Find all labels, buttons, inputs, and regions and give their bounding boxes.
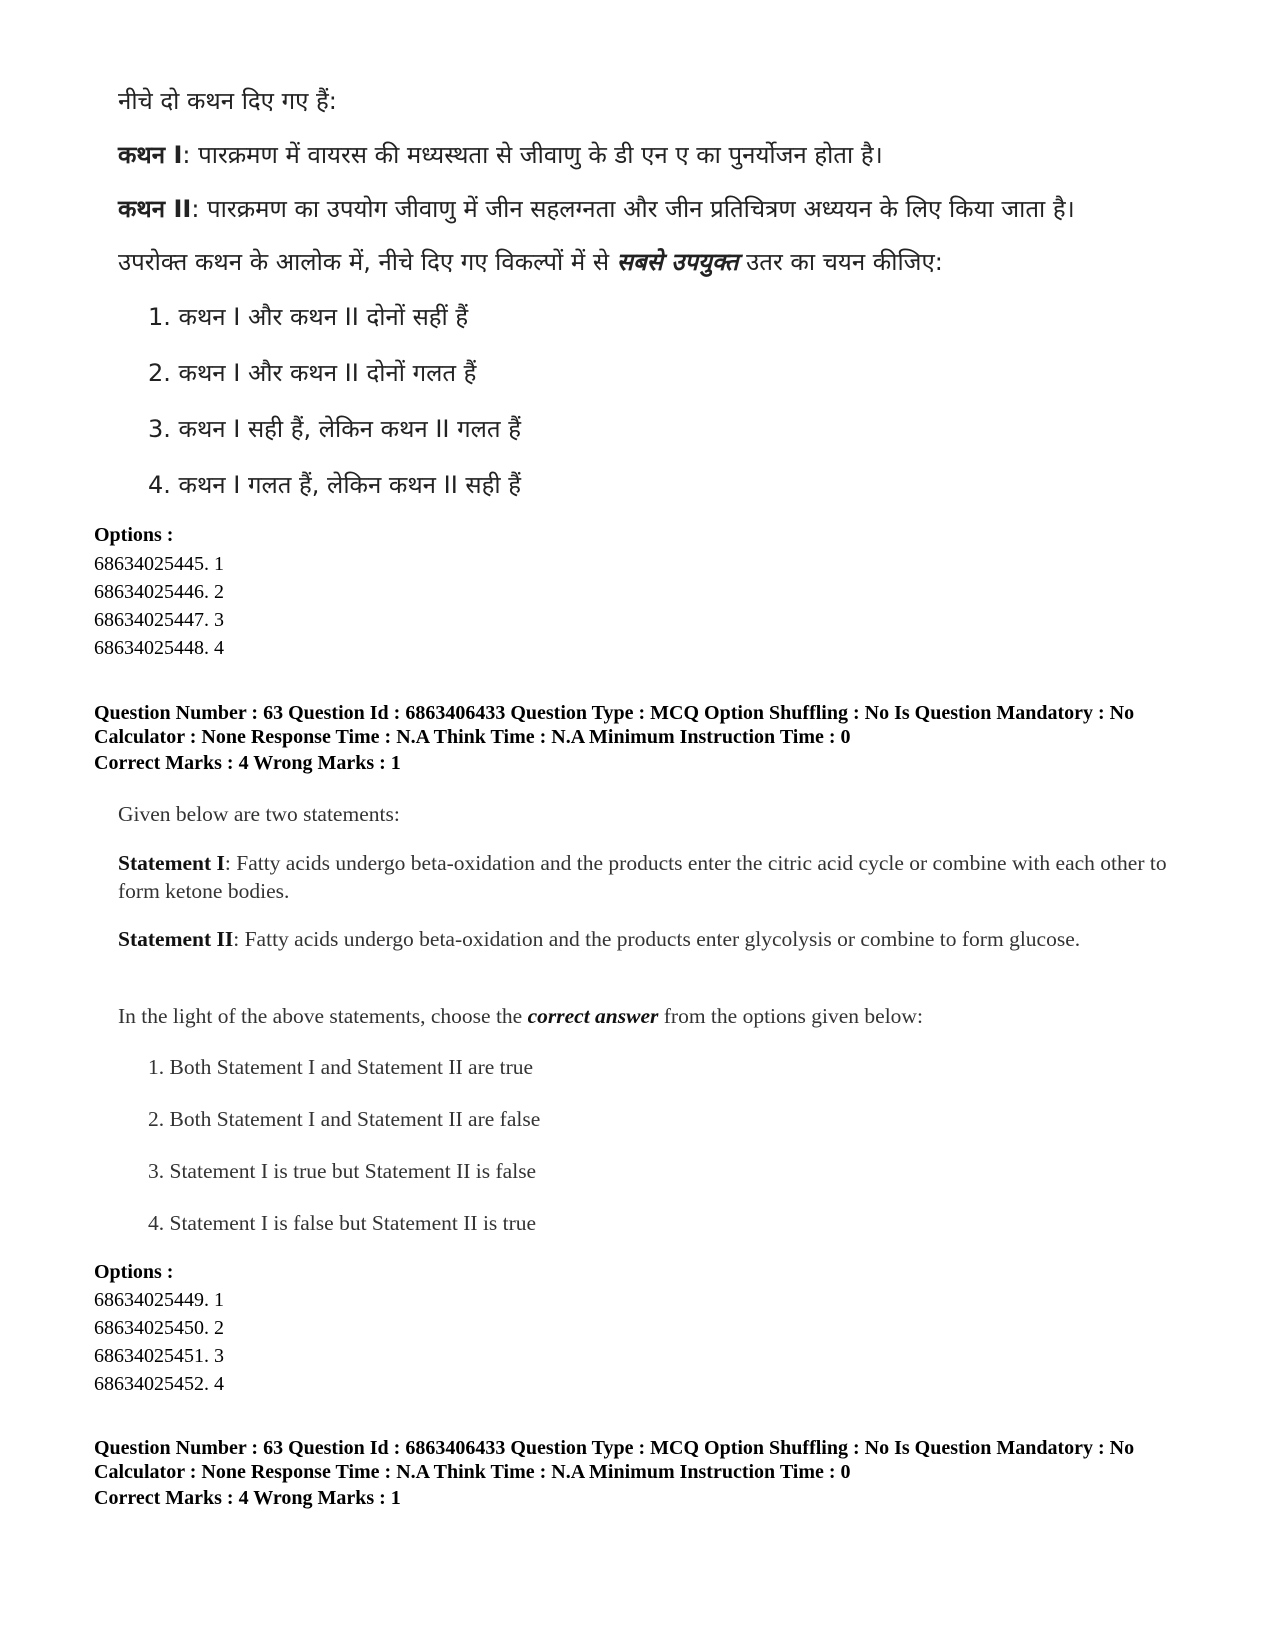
- hindi-statement-2-label: कथन II: [118, 195, 192, 223]
- english-statement-1: [118, 849, 1178, 905]
- hindi-choice-1: 1. कथन I और कथन II दोनों सहीं हैं: [148, 303, 469, 331]
- english-prompt-emphasis: correct answer: [527, 1004, 659, 1028]
- hindi-choice-2: 2. कथन I और कथन II दोनों गलत हैं: [148, 359, 477, 387]
- option-item: 68634025450. 2: [94, 1317, 224, 1339]
- english-prompt-before: In the light of the above statements, choose the: [118, 1004, 528, 1028]
- hindi-prompt: [118, 245, 943, 278]
- options-heading: Options :: [94, 524, 174, 546]
- english-statement-1-text: : Fatty acids undergo beta-oxidation and the products enter the citric acid cycle or combine with each other to form ketone bodies.: [118, 851, 1167, 903]
- english-choice-1: 1. Both Statement I and Statement II are true: [148, 1055, 534, 1079]
- option-item: 68634025451. 3: [94, 1345, 224, 1367]
- english-statement-2: [118, 925, 1178, 953]
- hindi-statement-1-label: कथन I: [118, 141, 183, 169]
- english-intro: Given below are two statements:: [118, 802, 400, 826]
- question-marks: Correct Marks : 4 Wrong Marks : 1: [94, 1487, 401, 1509]
- hindi-prompt-after: उतर का चयन कीजिए:: [738, 248, 943, 276]
- hindi-intro: नीचे दो कथन दिए गए हैं:: [118, 87, 337, 115]
- hindi-statement-1: [118, 138, 883, 171]
- hindi-statement-2-text: : पारक्रमण का उपयोग जीवाणु में जीन सहलग्नता और जीन प्रतिचित्रण अध्ययन के लिए किया जाता है।: [191, 195, 1075, 223]
- english-statement-2-text: : Fatty acids undergo beta-oxidation and the products enter glycolysis or combine to form glucose.: [233, 927, 1081, 951]
- english-prompt-after: from the options given below:: [658, 1004, 923, 1028]
- hindi-choice-4: 4. कथन I गलत हैं, लेकिन कथन II सही हैं: [148, 471, 521, 499]
- english-choice-3: 3. Statement I is true but Statement II is false: [148, 1159, 537, 1183]
- hindi-statement-1-text: : पारक्रमण में वायरस की मध्यस्थता से जीवाणु के डी एन ए का पुनर्योजन होता है।: [182, 141, 883, 169]
- hindi-choice-3: 3. कथन I सही हैं, लेकिन कथन II गलत हैं: [148, 415, 521, 443]
- english-prompt: [118, 1002, 1178, 1030]
- option-item: 68634025448. 4: [94, 637, 224, 659]
- option-item: 68634025449. 1: [94, 1289, 224, 1311]
- hindi-prompt-emphasis: सबसे उपयुक्त: [616, 248, 739, 276]
- hindi-statement-2: [118, 192, 1075, 225]
- option-item: 68634025445. 1: [94, 553, 224, 575]
- question-meta: Question Number : 63 Question Id : 6863406433 Question Type : MCQ Option Shuffling : No Is Question Mandatory : No Calculator : None Response Time : N.A Think Time : N.A Minimum Instruction Time : 0: [94, 1437, 1135, 1483]
- question-meta: Question Number : 63 Question Id : 6863406433 Question Type : MCQ Option Shuffling : No Is Question Mandatory : No Calculator : None Response Time : N.A Think Time : N.A Minimum Instruction Time : 0: [94, 702, 1135, 748]
- options-heading: Options :: [94, 1261, 174, 1283]
- question-marks: Correct Marks : 4 Wrong Marks : 1: [94, 752, 401, 774]
- option-item: 68634025447. 3: [94, 609, 224, 631]
- english-choice-4: 4. Statement I is false but Statement II is true: [148, 1211, 537, 1235]
- english-choice-2: 2. Both Statement I and Statement II are false: [148, 1107, 541, 1131]
- option-item: 68634025446. 2: [94, 581, 224, 603]
- hindi-prompt-before: उपरोक्त कथन के आलोक में, नीचे दिए गए विकल्पों में से: [118, 248, 617, 276]
- english-statement-1-label: Statement I: [118, 851, 225, 875]
- option-item: 68634025452. 4: [94, 1373, 224, 1395]
- english-statement-2-label: Statement II: [118, 927, 234, 951]
